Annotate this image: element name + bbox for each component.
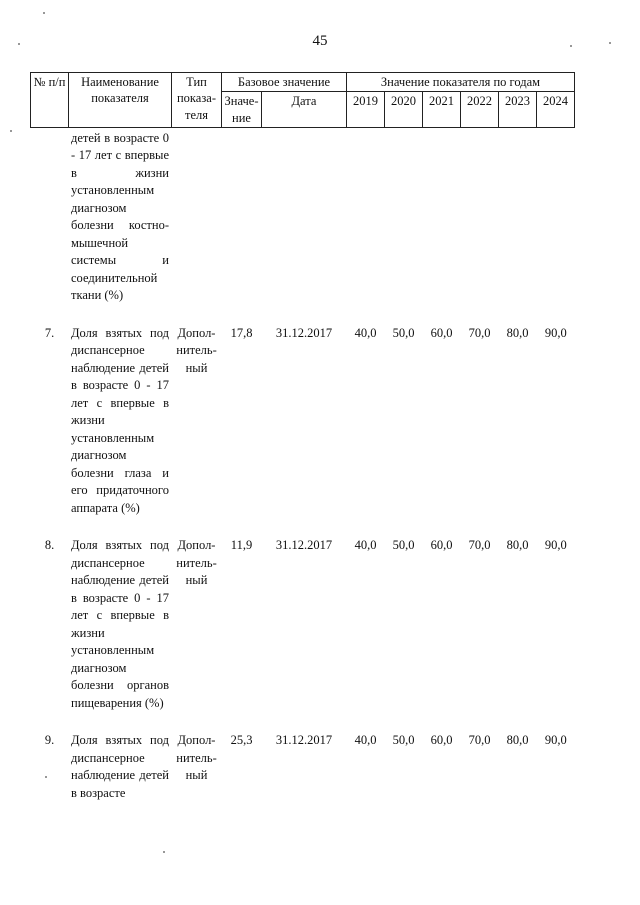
base-date: 31.12.2017 bbox=[275, 733, 333, 748]
header-num: № п/п bbox=[31, 73, 69, 128]
year-value: 70,0 bbox=[468, 538, 491, 553]
scan-speck bbox=[163, 851, 165, 853]
indicator-name: детей в возрасте 0 - 17 лет с впервые в жизни установленным диагнозом болезни костно-мышечной системы и соединительной ткани (%) bbox=[71, 130, 169, 303]
indicator-type: Допол-нитель-ный bbox=[176, 538, 217, 588]
indicator-type: Допол-нитель-ный bbox=[176, 733, 217, 783]
header-year: 2022 bbox=[461, 92, 499, 128]
header-year: 2024 bbox=[537, 92, 575, 128]
table-row-continuation bbox=[31, 127, 575, 305]
header-years-group: Значение показателя по годам bbox=[347, 73, 575, 92]
scan-speck bbox=[10, 130, 12, 132]
year-value: 40,0 bbox=[354, 733, 377, 748]
base-value: 25,3 bbox=[230, 733, 253, 748]
year-value: 80,0 bbox=[506, 325, 529, 340]
table-row bbox=[31, 712, 575, 802]
year-value: 70,0 bbox=[468, 325, 491, 340]
header-year: 2021 bbox=[423, 92, 461, 128]
year-value: 50,0 bbox=[392, 325, 415, 340]
year-value: 60,0 bbox=[430, 733, 453, 748]
header-row-top bbox=[31, 73, 575, 92]
header-year: 2023 bbox=[499, 92, 537, 128]
scan-speck bbox=[609, 42, 611, 44]
year-value: 60,0 bbox=[430, 325, 453, 340]
year-value: 90,0 bbox=[544, 538, 567, 553]
indicator-name: Доля взятых под диспансерное наблюдение детей в возрасте 0 - 17 лет с впервые в жизни установленным диагнозом болезни органов пищеварения (%) bbox=[71, 538, 169, 710]
year-value: 70,0 bbox=[468, 733, 491, 748]
year-value: 40,0 bbox=[354, 325, 377, 340]
row-number: 9. bbox=[44, 733, 55, 748]
header-base-value: Значе-ние bbox=[222, 92, 262, 128]
year-value: 40,0 bbox=[354, 538, 377, 553]
year-value: 50,0 bbox=[392, 538, 415, 553]
header-base-date: Дата bbox=[262, 92, 347, 128]
table-row bbox=[31, 517, 575, 712]
indicator-name: Доля взятых под диспансерное наблюдение детей в возрасте 0 - 17 лет с впервые в жизни установленным диагнозом болезни глаза и его придаточного аппарата (%) bbox=[71, 325, 169, 515]
year-value: 60,0 bbox=[430, 538, 453, 553]
scan-speck bbox=[18, 43, 20, 45]
row-number: 8. bbox=[44, 538, 55, 553]
indicators-table bbox=[30, 72, 575, 802]
header-base: Базовое значение bbox=[222, 73, 347, 92]
scan-speck bbox=[45, 776, 47, 778]
base-value: 11,9 bbox=[230, 538, 253, 553]
header-year: 2019 bbox=[347, 92, 385, 128]
year-value: 90,0 bbox=[544, 325, 567, 340]
scan-speck bbox=[43, 12, 45, 14]
indicator-type: Допол-нитель-ный bbox=[176, 325, 217, 375]
header-type: Тип показа-теля bbox=[172, 73, 222, 128]
base-date: 31.12.2017 bbox=[275, 325, 333, 340]
indicator-name: Доля взятых под диспансерное наблюдение детей в возрасте bbox=[71, 733, 169, 800]
row-number: 7. bbox=[44, 325, 55, 340]
base-value: 17,8 bbox=[230, 325, 253, 340]
year-value: 80,0 bbox=[506, 733, 529, 748]
header-year: 2020 bbox=[385, 92, 423, 128]
scan-speck bbox=[570, 45, 572, 47]
year-value: 80,0 bbox=[506, 538, 529, 553]
year-value: 50,0 bbox=[392, 733, 415, 748]
header-name: Наименование показателя bbox=[69, 73, 172, 128]
year-value: 90,0 bbox=[544, 733, 567, 748]
table-row bbox=[31, 305, 575, 518]
page-number: 45 bbox=[312, 33, 328, 49]
base-date: 31.12.2017 bbox=[275, 538, 333, 553]
